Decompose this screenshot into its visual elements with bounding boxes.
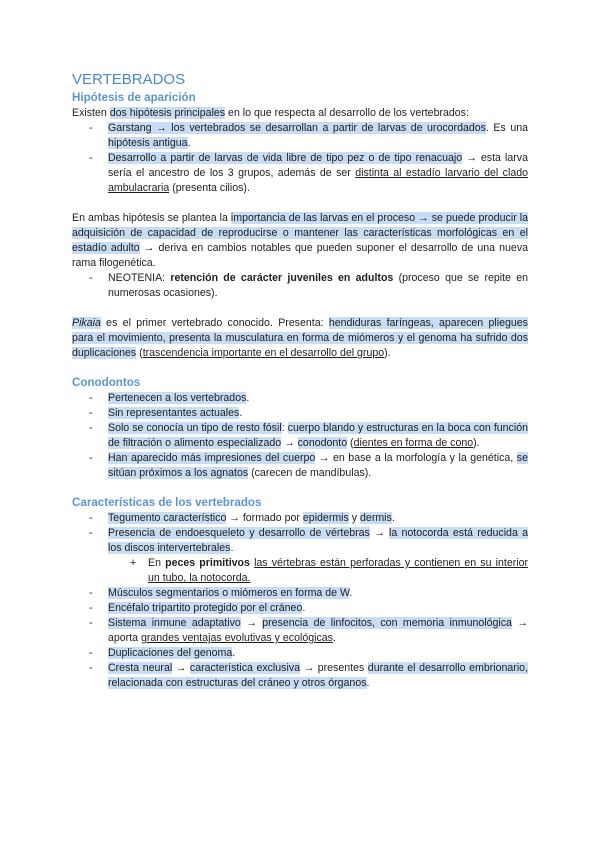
list-item: - Encéfalo tripartito protegido por el cráneo. <box>89 602 306 614</box>
document-page <box>72 70 528 691</box>
list-item: - Solo se conocía un tipo de resto fósil: cuerpo blando y estructuras en la boca con función de filtración o alimento especializado → conodonto (dientes en forma de cono). <box>89 422 528 449</box>
section-heading-caracteristicas: Características de los vertebrados <box>72 496 262 509</box>
neotenia-list <box>72 271 528 301</box>
section-heading-hipotesis: Hipótesis de aparición <box>72 91 196 104</box>
pikaia-paragraph: Pikaia es el primer vertebrado conocido. Presenta: hendiduras faríngeas, aparecen pliegues para el movimiento, presenta la musculatura en forma de miómeros y el genoma ha sufrido dos duplicaciones (trascendencia importante en el desarrollo del grupo). <box>72 317 528 359</box>
larvas-paragraph: En ambas hipótesis se plantea la importancia de las larvas en el proceso → se puede producir la adquisición de capacidad de reproducirse o mantener las características morfológicas en el estadío adulto → deriva en cambios notables que pueden suponer el desarrollo de una nueva rama filogenética. <box>72 212 529 269</box>
list-item: - Han aparecido más impresiones del cuerpo → en base a la morfología y la genética, se sitúan próximos a los agnatos (carecen de mandíbulas). <box>89 452 528 479</box>
list-item: - Pertenecen a los vertebrados. <box>89 392 250 404</box>
list-item: - Duplicaciones del genoma. <box>89 647 236 659</box>
sub-list-item: + En peces primitivos las vértebras están perforadas y contienen en su interior un tubo, la notocorda. <box>130 557 529 584</box>
document-title: VERTEBRADOS <box>72 71 186 88</box>
conodontos-list <box>72 391 528 481</box>
list-item: - Tegumento característico → formado por epidermis y dermis. <box>89 512 395 524</box>
list-item: - Presencia de endoesqueleto y desarrollo de vértebras → la notocorda está reducida a los discos intervertebrales. <box>89 527 529 554</box>
list-item: - NEOTENIA: retención de carácter juveniles en adultos (proceso que se repite en numerosas ocasiones). <box>89 272 528 299</box>
list-item: - Garstang → los vertebrados se desarrollan a partir de larvas de urocordados. Es una hipótesis antigua. <box>89 122 528 149</box>
intro-paragraph: Existen dos hipótesis principales en lo que respecta al desarrollo de los vertebrados: <box>72 107 469 119</box>
list-item: - Sin representantes actuales. <box>89 407 243 419</box>
caracteristicas-list <box>72 511 528 691</box>
list-item: - Desarrollo a partir de larvas de vida libre de tipo pez o de tipo renacuajo → esta larva sería el ancestro de los 3 grupos, además de ser distinta al estadío larvario del clado ambulacraria (presenta cilios). <box>89 152 528 194</box>
list-item: - Músculos segmentarios o miómeros en forma de W. <box>89 587 353 599</box>
section-heading-conodontos: Conodontos <box>72 376 141 389</box>
hipotesis-list <box>72 121 528 196</box>
list-item: - Sistema inmune adaptativo → presencia de linfocitos, con memoria inmunológica → aporta grandes ventajas evolutivas y ecológicas. <box>89 617 528 644</box>
list-item: - Cresta neural → característica exclusiva → presentes durante el desarrollo embrionario, relacionada con estructuras del cráneo y otros órganos. <box>89 662 529 689</box>
